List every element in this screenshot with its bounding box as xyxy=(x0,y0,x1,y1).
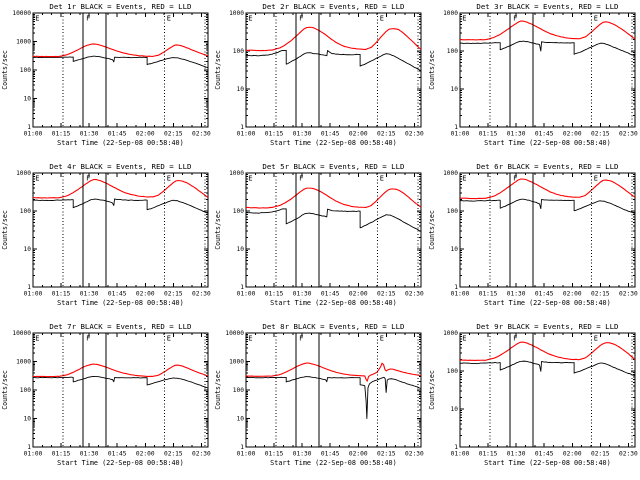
plot-frame xyxy=(246,13,421,127)
y-tick-label: 100 xyxy=(19,387,31,395)
events-curve xyxy=(246,50,421,71)
y-tick-label: 10 xyxy=(450,86,458,94)
x-tick-label: 01:45 xyxy=(534,450,554,458)
x-tick-label: 02:00 xyxy=(562,130,582,138)
events-curve xyxy=(246,209,421,232)
eclipse-flag-label: E xyxy=(248,334,253,343)
y-tick-label: 1 xyxy=(240,444,245,452)
x-tick-label: 01:45 xyxy=(107,450,127,458)
x-tick-label: 01:00 xyxy=(236,290,256,298)
y-axis-label: Counts/sec xyxy=(427,210,436,250)
eclipse-flag-label: E xyxy=(461,14,467,23)
y-tick-label: 1 xyxy=(27,444,31,452)
x-tick-label: 01:45 xyxy=(534,290,554,298)
panel-title: Det 1r BLACK = Events, RED = LLD xyxy=(49,1,192,12)
y-tick-label: 1000 xyxy=(442,10,458,18)
eclipse-flag-label: E xyxy=(166,14,171,23)
panel-title: Det 9r BLACK = Events, RED = LLD xyxy=(476,321,619,332)
y-tick-label: 100 xyxy=(19,208,31,216)
panel-det-3r xyxy=(427,0,640,160)
events-curve xyxy=(33,199,208,213)
lld-curve xyxy=(33,44,208,57)
flare-flag-label: F xyxy=(86,174,91,183)
lld-curve xyxy=(246,188,421,208)
flare-flag-label: F xyxy=(512,334,518,343)
flare-flag-label: F xyxy=(512,174,518,183)
x-tick-label: 02:30 xyxy=(405,290,425,298)
panel-title: Det 7r BLACK = Events, RED = LLD xyxy=(49,321,192,332)
chart-det-4r xyxy=(0,160,213,320)
y-tick-label: 1000 xyxy=(229,170,245,178)
y-tick-label: 1 xyxy=(453,284,458,292)
y-tick-label: 1000 xyxy=(16,38,31,46)
x-tick-label: 01:45 xyxy=(534,130,554,138)
x-tick-label: 01:15 xyxy=(265,450,284,458)
x-tick-label: 02:15 xyxy=(590,450,610,458)
chart-det-1r xyxy=(0,0,213,160)
y-axis-label: Counts/sec xyxy=(427,370,436,410)
panel-det-5r xyxy=(213,160,426,320)
y-axis-label: Counts/sec xyxy=(214,50,223,90)
y-tick-label: 10 xyxy=(450,406,458,414)
x-tick-label: 01:45 xyxy=(321,130,340,138)
events-curve xyxy=(246,377,421,419)
x-tick-label: 01:00 xyxy=(23,450,43,458)
plot-frame xyxy=(246,333,421,447)
panel-det-6r xyxy=(427,160,640,320)
x-axis-label: Start Time (22-Sep-08 00:58:40) xyxy=(483,138,611,148)
x-tick-label: 01:00 xyxy=(450,130,469,138)
flare-flag-label: F xyxy=(299,174,304,183)
x-tick-label: 01:15 xyxy=(265,130,284,138)
events-curve xyxy=(33,376,208,387)
y-axis-label: Counts/sec xyxy=(214,370,223,410)
panel-det-4r xyxy=(0,160,213,320)
eclipse-flag-label: E xyxy=(166,334,171,343)
x-tick-label: 01:30 xyxy=(506,290,526,298)
eclipse-flag-label: E xyxy=(166,174,171,183)
events-curve xyxy=(460,199,635,213)
eclipse-flag-label: E xyxy=(593,14,598,23)
panel-title: Det 4r BLACK = Events, RED = LLD xyxy=(49,161,192,172)
lld-curve xyxy=(460,342,635,360)
x-tick-label: 01:30 xyxy=(293,290,312,298)
lld-curve xyxy=(460,21,635,40)
x-tick-label: 01:00 xyxy=(23,290,43,298)
y-tick-label: 10000 xyxy=(12,330,31,338)
y-tick-label: 1 xyxy=(240,284,245,292)
chart-det-6r xyxy=(427,160,640,320)
y-tick-label: 1000 xyxy=(229,358,245,366)
x-tick-label: 02:15 xyxy=(590,130,610,138)
flare-flag-label: F xyxy=(86,334,91,343)
events-curve xyxy=(33,56,208,68)
chart-det-9r xyxy=(427,320,640,480)
x-tick-label: 02:15 xyxy=(163,290,183,298)
x-tick-label: 01:30 xyxy=(293,130,312,138)
y-axis-label: Counts/sec xyxy=(427,50,436,90)
x-tick-label: 01:45 xyxy=(107,290,127,298)
x-tick-label: 02:00 xyxy=(562,450,582,458)
panel-det-7r xyxy=(0,320,213,480)
panel-title: Det 2r BLACK = Events, RED = LLD xyxy=(262,1,405,12)
x-tick-label: 01:15 xyxy=(51,130,71,138)
x-tick-label: 01:15 xyxy=(51,450,71,458)
x-tick-label: 01:45 xyxy=(321,290,340,298)
eclipse-flag-label: E xyxy=(380,174,385,183)
x-tick-label: 02:30 xyxy=(192,450,211,458)
eclipse-flag-label: E xyxy=(35,14,40,23)
x-tick-label: 02:00 xyxy=(135,450,155,458)
eclipse-flag-label: E xyxy=(593,334,598,343)
chart-det-2r xyxy=(213,0,426,160)
x-tick-label: 01:00 xyxy=(23,130,43,138)
eclipse-flag-label: E xyxy=(461,174,467,183)
y-tick-label: 1 xyxy=(27,124,31,132)
x-tick-label: 01:45 xyxy=(321,450,340,458)
x-tick-label: 02:00 xyxy=(135,290,155,298)
y-tick-label: 100 xyxy=(233,387,245,395)
events-curve xyxy=(460,361,635,375)
eclipse-flag-label: E xyxy=(380,334,385,343)
plot-frame xyxy=(460,13,635,127)
eclipse-flag-label: E xyxy=(593,174,598,183)
x-tick-label: 01:30 xyxy=(79,450,99,458)
plot-frame xyxy=(460,333,635,447)
panel-title: Det 5r BLACK = Events, RED = LLD xyxy=(262,161,405,172)
x-tick-label: 02:30 xyxy=(405,130,425,138)
x-tick-label: 02:30 xyxy=(618,130,638,138)
y-tick-label: 10 xyxy=(23,246,31,254)
y-tick-label: 10 xyxy=(236,86,245,94)
x-axis-label: Start Time (22-Sep-08 00:58:40) xyxy=(270,138,398,148)
y-tick-label: 100 xyxy=(19,67,31,75)
x-axis-label: Start Time (22-Sep-08 00:58:40) xyxy=(483,458,611,468)
plot-frame xyxy=(246,173,421,287)
x-tick-label: 02:00 xyxy=(349,450,368,458)
x-axis-label: Start Time (22-Sep-08 00:58:40) xyxy=(57,298,184,308)
x-tick-label: 01:30 xyxy=(79,290,99,298)
x-axis-label: Start Time (22-Sep-08 00:58:40) xyxy=(57,138,184,148)
x-tick-label: 02:30 xyxy=(405,450,425,458)
x-tick-label: 02:15 xyxy=(163,450,183,458)
y-axis-label: Counts/sec xyxy=(0,210,9,250)
x-tick-label: 02:00 xyxy=(562,290,582,298)
panel-det-1r xyxy=(0,0,213,160)
panel-title: Det 3r BLACK = Events, RED = LLD xyxy=(476,1,619,12)
x-axis-label: Start Time (22-Sep-08 00:58:40) xyxy=(270,298,398,308)
chart-det-3r xyxy=(427,0,640,160)
eclipse-flag-label: E xyxy=(35,334,40,343)
y-tick-label: 1 xyxy=(453,124,458,132)
x-tick-label: 02:15 xyxy=(590,290,610,298)
eclipse-flag-label: E xyxy=(35,174,40,183)
x-tick-label: 01:15 xyxy=(478,450,498,458)
y-tick-label: 1000 xyxy=(16,170,31,178)
panel-title: Det 6r BLACK = Events, RED = LLD xyxy=(476,161,619,172)
x-axis-label: Start Time (22-Sep-08 00:58:40) xyxy=(270,458,398,468)
panel-det-9r xyxy=(427,320,640,480)
x-tick-label: 01:15 xyxy=(478,130,498,138)
y-tick-label: 100 xyxy=(446,48,458,56)
x-tick-label: 02:15 xyxy=(377,130,396,138)
x-tick-label: 01:15 xyxy=(478,290,498,298)
x-tick-label: 01:30 xyxy=(506,450,526,458)
y-tick-label: 1000 xyxy=(229,10,245,18)
y-tick-label: 100 xyxy=(446,368,458,376)
x-tick-label: 01:30 xyxy=(293,450,312,458)
y-tick-label: 1000 xyxy=(442,170,458,178)
lld-curve xyxy=(246,363,421,381)
x-tick-label: 01:00 xyxy=(450,450,469,458)
x-tick-label: 02:00 xyxy=(349,290,368,298)
flare-flag-label: F xyxy=(512,14,518,23)
x-tick-label: 02:30 xyxy=(618,450,638,458)
y-tick-label: 10 xyxy=(236,246,245,254)
y-tick-label: 10000 xyxy=(225,330,245,338)
y-axis-label: Counts/sec xyxy=(214,210,223,250)
x-tick-label: 02:00 xyxy=(135,130,155,138)
eclipse-flag-label: E xyxy=(248,14,253,23)
x-tick-label: 01:30 xyxy=(506,130,526,138)
panel-title: Det 8r BLACK = Events, RED = LLD xyxy=(262,321,405,332)
x-tick-label: 02:15 xyxy=(377,290,396,298)
plot-frame xyxy=(33,13,208,127)
panel-det-2r xyxy=(213,0,426,160)
y-tick-label: 100 xyxy=(233,48,245,56)
x-tick-label: 01:00 xyxy=(450,290,469,298)
chart-det-7r xyxy=(0,320,213,480)
x-tick-label: 01:15 xyxy=(51,290,71,298)
flare-flag-label: F xyxy=(299,334,304,343)
x-axis-label: Start Time (22-Sep-08 00:58:40) xyxy=(483,298,611,308)
y-tick-label: 1 xyxy=(453,444,458,452)
y-tick-label: 1 xyxy=(240,124,245,132)
y-tick-label: 100 xyxy=(446,208,458,216)
y-tick-label: 1000 xyxy=(16,358,31,366)
y-tick-label: 10 xyxy=(23,415,31,423)
chart-det-8r xyxy=(213,320,426,480)
plot-frame xyxy=(33,333,208,447)
lld-curve xyxy=(33,364,208,377)
y-tick-label: 100 xyxy=(233,208,245,216)
x-tick-label: 01:00 xyxy=(236,130,256,138)
panel-det-8r xyxy=(213,320,426,480)
flare-flag-label: F xyxy=(86,14,91,23)
x-axis-label: Start Time (22-Sep-08 00:58:40) xyxy=(57,458,184,468)
eclipse-flag-label: E xyxy=(461,334,467,343)
lld-curve xyxy=(460,179,635,199)
x-tick-label: 01:30 xyxy=(79,130,99,138)
y-tick-label: 1000 xyxy=(442,330,458,338)
x-tick-label: 02:30 xyxy=(618,290,638,298)
eclipse-flag-label: E xyxy=(380,14,385,23)
y-tick-label: 10 xyxy=(23,95,31,103)
x-tick-label: 02:00 xyxy=(349,130,368,138)
x-tick-label: 02:30 xyxy=(192,130,211,138)
y-axis-label: Counts/sec xyxy=(0,50,9,90)
eclipse-flag-label: E xyxy=(248,174,253,183)
lld-curve xyxy=(246,27,421,50)
events-curve xyxy=(460,41,635,56)
x-tick-label: 01:00 xyxy=(236,450,256,458)
y-axis-label: Counts/sec xyxy=(0,370,9,410)
y-tick-label: 1 xyxy=(27,284,31,292)
flare-flag-label: F xyxy=(299,14,304,23)
y-tick-label: 10 xyxy=(450,246,458,254)
chart-det-5r xyxy=(213,160,426,320)
x-tick-label: 02:15 xyxy=(377,450,396,458)
y-tick-label: 10000 xyxy=(12,10,31,18)
y-tick-label: 10 xyxy=(236,415,245,423)
x-tick-label: 02:30 xyxy=(192,290,211,298)
x-tick-label: 01:45 xyxy=(107,130,127,138)
x-tick-label: 02:15 xyxy=(163,130,183,138)
x-tick-label: 01:15 xyxy=(265,290,284,298)
lld-curve xyxy=(33,179,208,198)
